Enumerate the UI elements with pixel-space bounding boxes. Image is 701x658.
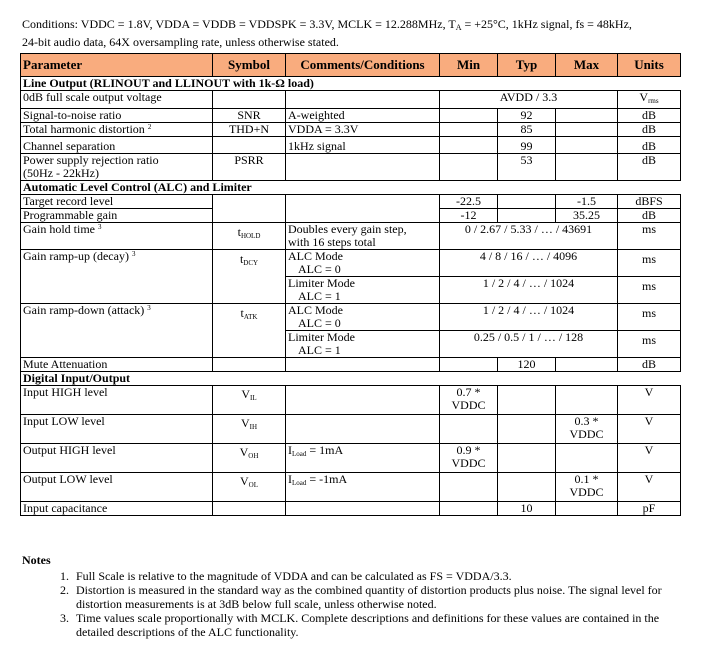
- units-cell: V: [618, 473, 681, 502]
- cond-cell: Doubles every gain step, with 16 steps total: [286, 223, 440, 250]
- value-cell: 4 / 8 / 16 / … / 4096: [440, 250, 618, 277]
- cond-cell: 1kHz signal: [286, 137, 440, 154]
- max-cell: 0.1 * VDDC: [556, 473, 618, 502]
- notes-title: Notes: [22, 553, 51, 567]
- cond-cell: Limiter Mode ALC = 1: [286, 277, 440, 304]
- units-cell: V: [618, 415, 681, 444]
- header-units: Units: [618, 54, 681, 77]
- footnote-ref: 2: [147, 123, 152, 131]
- header-max: Max: [556, 54, 618, 77]
- value-cell: 1 / 2 / 4 / … / 1024: [440, 304, 618, 331]
- param-cell: Output HIGH level: [21, 444, 213, 473]
- table-row: [21, 358, 681, 372]
- symbol-cell: VOL: [213, 473, 286, 502]
- footnote-ref: 3: [98, 223, 102, 231]
- footnote-ref: 3: [147, 304, 151, 312]
- symbol-cell: THD+N: [213, 123, 286, 137]
- units-cell: dB: [618, 109, 681, 123]
- param-cell: 0dB full scale output voltage: [21, 91, 213, 109]
- header-comments: Comments/Conditions: [286, 54, 440, 77]
- max-cell: -1.5: [556, 195, 618, 209]
- typ-cell: 120: [498, 358, 556, 372]
- spec-table: [20, 53, 681, 516]
- units-cell: dBFS: [618, 195, 681, 209]
- table-row: [21, 502, 681, 516]
- param-cell: Input capacitance: [21, 502, 213, 516]
- param-cell: Channel separation: [21, 137, 213, 154]
- conditions-subscript: A: [455, 23, 462, 32]
- units-cell: dB: [618, 137, 681, 154]
- units-cell: ms: [618, 304, 681, 331]
- units-cell: ms: [618, 223, 681, 250]
- param-cell: Programmable gain: [21, 209, 213, 223]
- table-row: [21, 223, 681, 250]
- symbol-cell: tHOLD: [213, 223, 286, 250]
- table-row: [21, 304, 681, 331]
- units-cell: dB: [618, 209, 681, 223]
- table-row: [21, 109, 681, 123]
- note-item: 1. Full Scale is relative to the magnitude of VDDA and can be calculated as FS = VDDA/3.3.: [72, 569, 682, 583]
- header-symbol: Symbol: [213, 54, 286, 77]
- table-row: [21, 195, 681, 209]
- header-parameter: Parameter: [21, 54, 213, 77]
- table-row: [21, 91, 681, 109]
- section-title: Digital Input/Output: [21, 372, 440, 386]
- table-row: [21, 386, 681, 415]
- units-cell: V: [618, 444, 681, 473]
- param-cell: Target record level: [21, 195, 213, 209]
- units-cell: dB: [618, 358, 681, 372]
- notes-list: [22, 569, 682, 639]
- conditions-text-cont: = +25°C, 1kHz signal, fs = 48kHz,: [461, 17, 632, 31]
- cond-cell: A-weighted: [286, 109, 440, 123]
- symbol-cell: VIL: [213, 386, 286, 415]
- param-cell: Power supply rejection ratio (50Hz - 22kHz): [21, 154, 213, 181]
- cond-cell: ALC Mode ALC = 0: [286, 304, 440, 331]
- value-cell: AVDD / 3.3: [440, 91, 618, 109]
- typ-cell: 92: [498, 109, 556, 123]
- typ-cell: 85: [498, 123, 556, 137]
- max-cell: 0.3 * VDDC: [556, 415, 618, 444]
- table-row: [21, 415, 681, 444]
- param-cell: Signal-to-noise ratio: [21, 109, 213, 123]
- symbol-cell: tATK: [213, 304, 286, 358]
- param-cell: Gain hold time $^3$: [21, 223, 213, 250]
- notes-section: [22, 553, 682, 639]
- symbol-cell: SNR: [213, 109, 286, 123]
- conditions-line2: 24-bit audio data, 64X oversampling rate, unless otherwise stated.: [22, 35, 339, 49]
- units-cell: pF: [618, 502, 681, 516]
- cond-cell: ILoad = -1mA: [286, 473, 440, 502]
- min-cell: -22.5: [440, 195, 498, 209]
- symbol-cell: PSRR: [213, 154, 286, 181]
- param-cell: Input HIGH level: [21, 386, 213, 415]
- typ-cell: 53: [498, 154, 556, 181]
- param-cell: Gain ramp-up (decay) $^3$: [21, 250, 213, 304]
- units-cell: Vrms: [618, 91, 681, 109]
- min-cell: 0.7 * VDDC: [440, 386, 498, 415]
- test-conditions: [22, 17, 692, 50]
- param-cell: Gain ramp-down (attack) $^3$: [21, 304, 213, 358]
- table-row: [21, 137, 681, 154]
- param-cell: Total harmonic distortion $^2$: [21, 123, 213, 137]
- note-item: 3. Time values scale proportionally with MCLK. Complete descriptions and definitions for these values are contained in the detailed descriptions of the ALC functionality.: [72, 611, 682, 639]
- section-title: Automatic Level Control (ALC) and Limiter: [21, 181, 440, 195]
- section-row-alc: [21, 181, 681, 195]
- table-row: [21, 209, 681, 223]
- section-title: Line Output (RLINOUT and LLINOUT with 1k-Ω load): [21, 77, 440, 91]
- units-cell: ms: [618, 277, 681, 304]
- header-min: Min: [440, 54, 498, 77]
- cond-cell: Limiter Mode ALC = 1: [286, 331, 440, 358]
- value-cell: 0 / 2.67 / 5.33 / … / 43691: [440, 223, 618, 250]
- typ-cell: 10: [498, 502, 556, 516]
- cond-cell: VDDA = 3.3V: [286, 123, 440, 137]
- param-cell: Mute Attenuation: [21, 358, 213, 372]
- table-row: [21, 154, 681, 181]
- table-row: [21, 250, 681, 277]
- header-typ: Typ: [498, 54, 556, 77]
- units-cell: dB: [618, 154, 681, 181]
- param-cell: Output LOW level: [21, 473, 213, 502]
- min-cell: -12: [440, 209, 498, 223]
- min-cell: 0.9 * VDDC: [440, 444, 498, 473]
- table-row: [21, 473, 681, 502]
- units-cell: ms: [618, 250, 681, 277]
- symbol-cell: tDCY: [213, 250, 286, 304]
- units-cell: V: [618, 386, 681, 415]
- cond-cell: ALC Mode ALC = 0: [286, 250, 440, 277]
- units-cell: ms: [618, 331, 681, 358]
- table-row: [21, 123, 681, 137]
- section-row-digital: [21, 372, 681, 386]
- table-row: [21, 444, 681, 473]
- max-cell: 35.25: [556, 209, 618, 223]
- section-row-line-output: [21, 77, 681, 91]
- typ-cell: 99: [498, 137, 556, 154]
- conditions-text: Conditions: VDDC = 1.8V, VDDA = VDDB = VDDSPK = 3.3V, MCLK = 12.288MHz, T: [22, 17, 456, 31]
- note-item: 2. Distortion is measured in the standard way as the combined quantity of distortion products plus noise. The signal level for distortion measurements is at 3dB below full scale, unless otherwise noted.: [72, 583, 682, 611]
- symbol-cell: VIH: [213, 415, 286, 444]
- param-cell: Input LOW level: [21, 415, 213, 444]
- table-header-row: [21, 54, 681, 77]
- value-cell: 1 / 2 / 4 / … / 1024: [440, 277, 618, 304]
- cond-cell: ILoad = 1mA: [286, 444, 440, 473]
- symbol-cell: VOH: [213, 444, 286, 473]
- units-cell: dB: [618, 123, 681, 137]
- footnote-ref: 3: [131, 250, 136, 258]
- value-cell: 0.25 / 0.5 / 1 / … / 128: [440, 331, 618, 358]
